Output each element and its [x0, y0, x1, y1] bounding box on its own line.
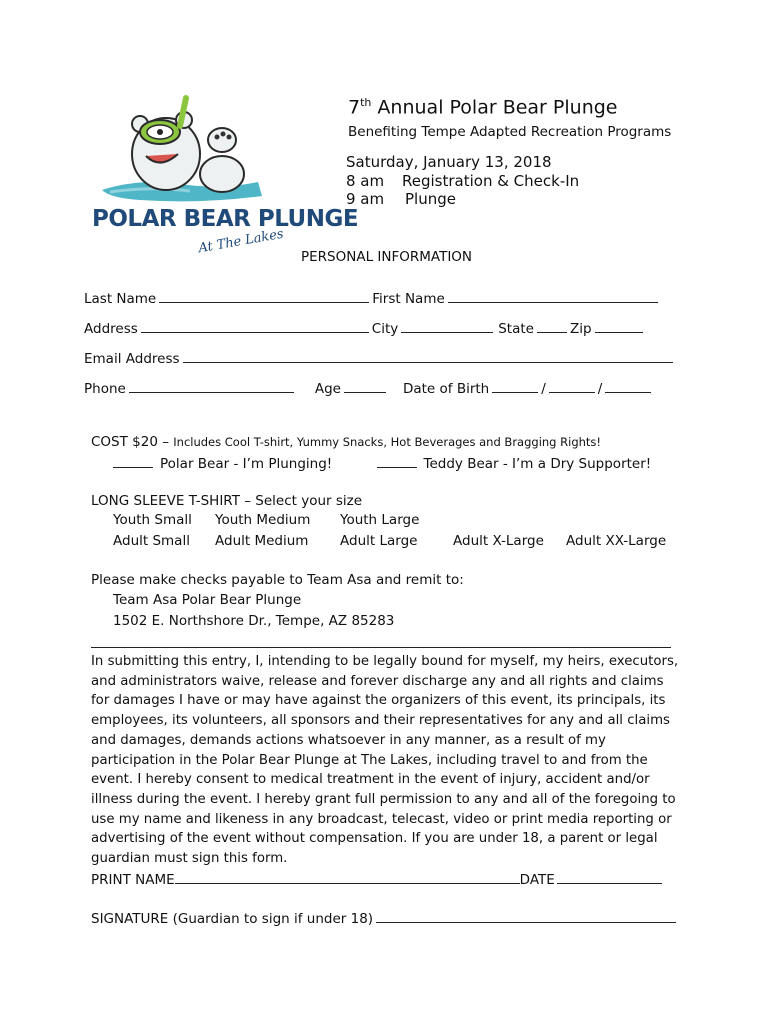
- shirt-size-youth-medium[interactable]: Youth Medium: [215, 512, 311, 528]
- shirt-size-youth-large[interactable]: Youth Large: [340, 512, 420, 528]
- print-name-row: PRINT NAME DATE: [91, 870, 662, 888]
- waiver-text: In submitting this entry, I, intending to be legally bound for myself, my heirs, executors, and administrators waive, release and forever discharge any and all rights and claims for damages I have or may have against the organizers of this event, its principals, its employees, its volunteers, all sponsors and their representatives for any and all claims and damages, demands actions whatsoever in any manner, as a result of my participation in the Polar Bear Plunge at The Lakes, including travel to and from the event. I hereby consent to medical treatment in the event of injury, accident and/or illness during the event. I hereby grant full permission to any and all of the foregoing to use my name and likeness in any broadcast, telecast, video or print media reporting or advertising of the event without compensation. If you are under 18, a parent or legal guardian must sign this form.: [91, 654, 679, 867]
- print-name-field[interactable]: [175, 870, 520, 884]
- payment-instructions: Please make checks payable to Team Asa and remit to:: [91, 572, 464, 588]
- phone-field[interactable]: [129, 379, 294, 393]
- cost-line: COST $20 – Includes Cool T-shirt, Yummy Snacks, Hot Beverages and Bragging Rights!: [91, 434, 602, 450]
- email-field[interactable]: [183, 349, 673, 363]
- polar-bear-logo-icon: [80, 92, 280, 207]
- shirt-size-adult-xxl[interactable]: Adult XX-Large: [566, 533, 667, 549]
- shirt-size-youth-small[interactable]: Youth Small: [113, 512, 192, 528]
- city-field[interactable]: [401, 319, 493, 333]
- first-name-field[interactable]: [448, 289, 658, 303]
- payee-name: Team Asa Polar Bear Plunge: [113, 592, 302, 608]
- plunge-option-field[interactable]: [113, 454, 153, 468]
- logo-brand-text: POLAR BEAR PLUNGE: [92, 206, 359, 232]
- divider: [91, 647, 671, 648]
- teddy-option-field[interactable]: [377, 454, 417, 468]
- shirt-size-adult-small[interactable]: Adult Small: [113, 533, 190, 549]
- address-row: Address City State Zip: [84, 319, 646, 337]
- event-title: 7th Annual Polar Bear Plunge: [348, 96, 618, 119]
- schedule-row: 9 am Plunge: [346, 190, 456, 208]
- personal-info-heading: PERSONAL INFORMATION: [301, 249, 473, 265]
- logo-tagline: At The Lakes: [197, 226, 285, 257]
- schedule-row: 8 am Registration & Check-In: [346, 172, 580, 190]
- email-row: Email Address: [84, 349, 676, 367]
- shirt-size-adult-xl[interactable]: Adult X-Large: [453, 533, 544, 549]
- dob-day-field[interactable]: [549, 379, 595, 393]
- title-superscript: th: [360, 96, 372, 109]
- cost-options-row: Polar Bear - I’m Plunging! Teddy Bear - I’m a Dry Supporter!: [113, 454, 651, 472]
- zip-field[interactable]: [595, 319, 643, 333]
- event-date: Saturday, January 13, 2018: [346, 153, 552, 171]
- signature-field[interactable]: [376, 909, 676, 923]
- shirt-size-adult-large[interactable]: Adult Large: [340, 533, 418, 549]
- age-field[interactable]: [344, 379, 386, 393]
- state-field[interactable]: [537, 319, 567, 333]
- dob-year-field[interactable]: [605, 379, 651, 393]
- cost-includes: Includes Cool T-shirt, Yummy Snacks, Hot Beverages and Bragging Rights!: [173, 435, 602, 449]
- shirt-heading: LONG SLEEVE T-SHIRT – Select your size: [91, 493, 363, 509]
- event-logo: [80, 92, 359, 262]
- date-field[interactable]: [557, 870, 662, 884]
- shirt-size-adult-medium[interactable]: Adult Medium: [215, 533, 309, 549]
- event-subtitle: Benefiting Tempe Adapted Recreation Programs: [348, 124, 672, 140]
- payee-address: 1502 E. Northshore Dr., Tempe, AZ 85283: [113, 613, 395, 629]
- name-row: Last Name First Name: [84, 289, 661, 307]
- signature-row: SIGNATURE (Guardian to sign if under 18): [91, 909, 679, 927]
- phone-row: Phone Age Date of Birth / /: [84, 379, 654, 397]
- address-field[interactable]: [141, 319, 369, 333]
- last-name-field[interactable]: [159, 289, 369, 303]
- dob-month-field[interactable]: [492, 379, 538, 393]
